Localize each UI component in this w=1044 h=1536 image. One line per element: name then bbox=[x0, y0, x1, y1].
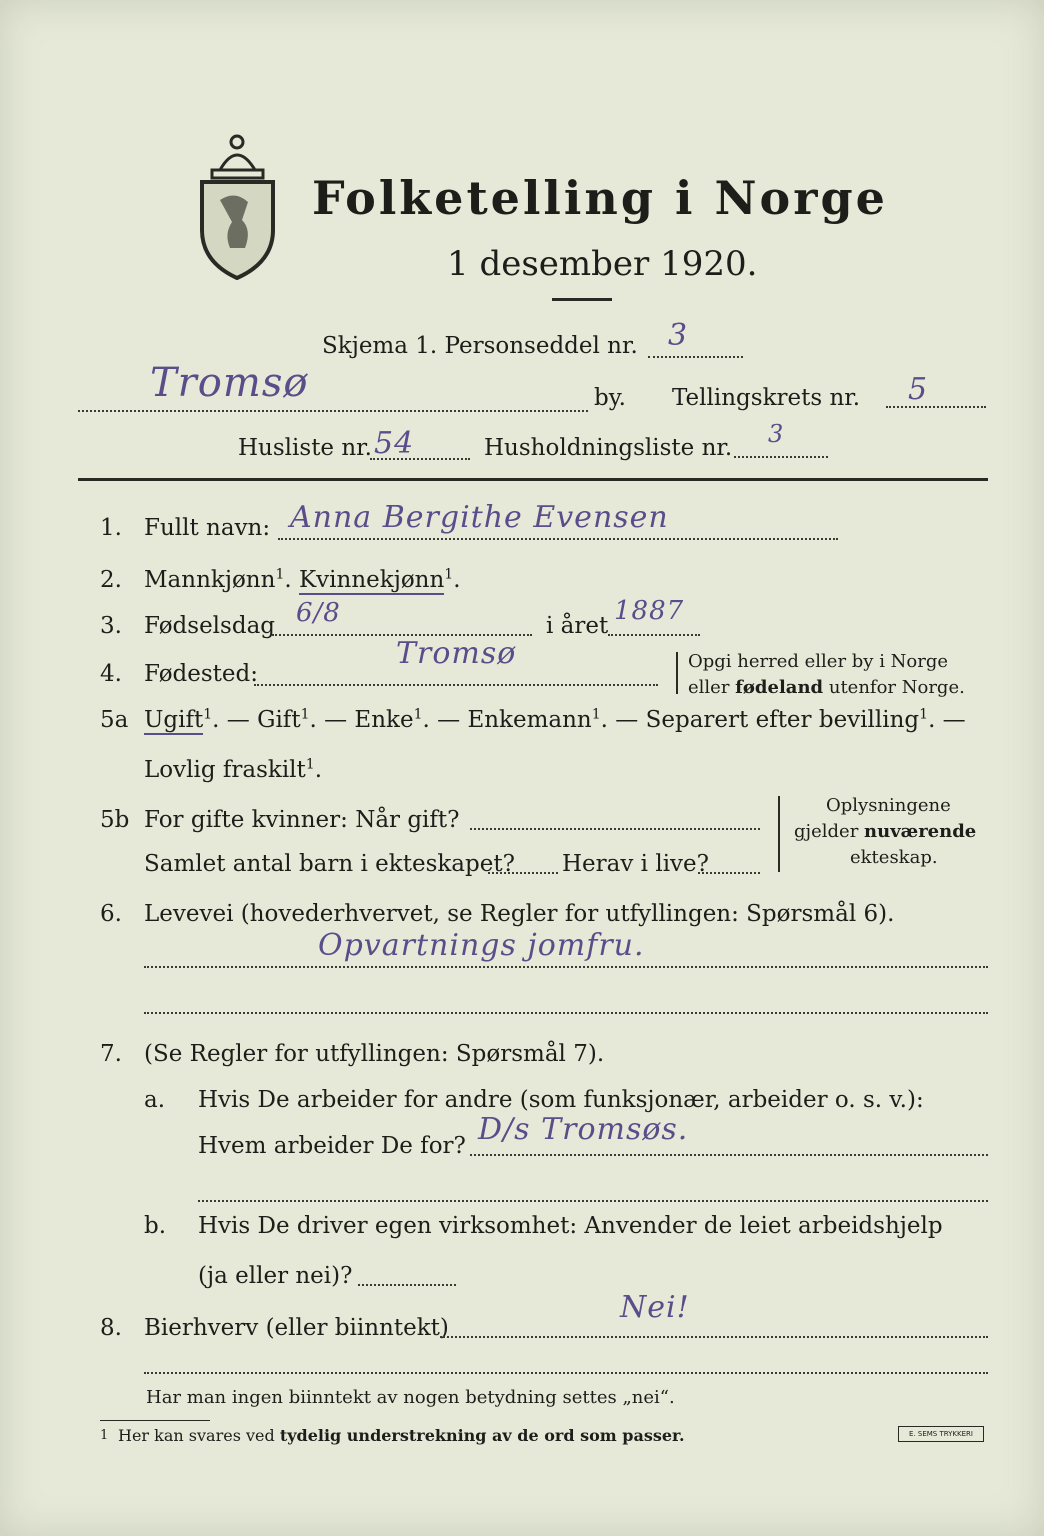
q7a-question: Hvem arbeider De for? bbox=[198, 1133, 466, 1159]
q4-label: Fødested: bbox=[144, 661, 259, 687]
printer-stamp: E. SEMS TRYKKERI bbox=[898, 1426, 984, 1442]
tellingskrets-label: Tellingskrets nr. bbox=[672, 385, 861, 411]
coat-of-arms-icon bbox=[190, 130, 285, 280]
q5b-line-3 bbox=[698, 872, 760, 874]
q8-label: Bierhverv (eller biinntekt) bbox=[144, 1315, 449, 1341]
by-label: by. bbox=[594, 385, 626, 411]
q7a-value: D/s Tromsøs. bbox=[478, 1112, 689, 1147]
husholdning-line bbox=[734, 456, 828, 458]
q3-number: 3. bbox=[100, 613, 122, 639]
q2-options: Mannkjønn$^1$. Kvinnekjønn$^1$. bbox=[144, 566, 461, 593]
tellingskrets-value: 5 bbox=[908, 372, 929, 407]
q7a-label: Hvis De arbeider for andre (som funksjonær, arbeider o. s. v.): bbox=[198, 1087, 924, 1113]
q1-line bbox=[278, 538, 838, 540]
q5b-line-2 bbox=[488, 872, 558, 874]
q3-year-label: i året bbox=[546, 613, 609, 639]
q7b-question: (ja eller nei)? bbox=[198, 1263, 353, 1289]
q6-line-1 bbox=[144, 966, 988, 968]
q5b-label-3: Herav i live? bbox=[562, 851, 709, 877]
q7a-line-2 bbox=[198, 1200, 988, 1202]
husliste-label: Husliste nr. bbox=[238, 435, 372, 461]
census-date: 1 desember 1920. bbox=[447, 244, 758, 284]
q2-female: Kvinnekjønn bbox=[298, 567, 445, 593]
q4-bracket bbox=[676, 652, 678, 694]
q8-value: Nei! bbox=[620, 1290, 690, 1325]
q5a-options: Ugift$^1$. — Gift$^1$. — Enke$^1$. — Enkemann$^1$. — Separert efter bevilling$^1$. — bbox=[144, 706, 966, 733]
q6-value: Opvartnings jomfru. bbox=[318, 928, 645, 963]
q6-label: Levevei (hovederhvervet, se Regler for utfyllingen: Spørsmål 6). bbox=[144, 901, 895, 927]
title-divider bbox=[552, 298, 612, 301]
q7-label: (Se Regler for utfyllingen: Spørsmål 7). bbox=[144, 1041, 605, 1067]
q3-label: Fødselsdag bbox=[144, 613, 276, 639]
q4-note-1: Opgi herred eller by i Norge bbox=[688, 651, 949, 672]
city-line bbox=[78, 410, 588, 412]
q5a-ugift: Ugift bbox=[144, 707, 204, 733]
husholdning-label: Husholdningsliste nr. bbox=[484, 435, 733, 461]
q2-male: Mannkjønn bbox=[144, 567, 276, 593]
q5b-bracket bbox=[778, 796, 780, 872]
q4-number: 4. bbox=[100, 661, 122, 687]
q5b-note-1: Oplysningene bbox=[826, 795, 951, 816]
q5b-note-3: ekteskap. bbox=[850, 847, 938, 868]
header-rule bbox=[78, 478, 988, 481]
q5b-note-2: gjelder nuværende bbox=[794, 821, 977, 842]
q5a-options-2: Lovlig fraskilt$^1$. bbox=[144, 756, 323, 783]
q8-line-2 bbox=[144, 1372, 988, 1374]
q1-number: 1. bbox=[100, 515, 122, 541]
footer-note: Har man ingen biinntekt av nogen betydning settes „nei“. bbox=[146, 1387, 675, 1408]
q6-line-2 bbox=[144, 1012, 988, 1014]
q3-day-value: 6/8 bbox=[296, 598, 341, 628]
q8-number: 8. bbox=[100, 1315, 122, 1341]
q5b-number: 5b bbox=[100, 807, 130, 833]
footnote-rule bbox=[100, 1420, 210, 1421]
q4-value: Tromsø bbox=[396, 636, 517, 671]
schema-nr-line bbox=[648, 356, 743, 358]
q5a-number: 5a bbox=[100, 707, 129, 733]
q3-year-line bbox=[608, 634, 700, 636]
q7b-letter: b. bbox=[144, 1213, 167, 1239]
q4-note-2: eller fødeland utenfor Norge. bbox=[688, 677, 965, 698]
q6-number: 6. bbox=[100, 901, 122, 927]
q7b-label: Hvis De driver egen virksomhet: Anvender de leiet arbeidshjelp bbox=[198, 1213, 943, 1239]
form-title: Folketelling i Norge bbox=[312, 171, 888, 225]
q3-year-value: 1887 bbox=[614, 596, 685, 626]
q1-value: Anna Bergithe Evensen bbox=[290, 500, 669, 535]
husholdning-value: 3 bbox=[768, 420, 785, 448]
schema-nr-value: 3 bbox=[668, 318, 689, 353]
footnote-text: Her kan svares ved tydelig understrekning av de ord som passer. bbox=[118, 1426, 685, 1445]
q5b-label-1: For gifte kvinner: Når gift? bbox=[144, 807, 460, 833]
tellingskrets-line bbox=[886, 406, 986, 408]
q4-line bbox=[254, 684, 658, 686]
q7a-line-1 bbox=[470, 1154, 988, 1156]
schema-label: Skjema 1. Personseddel nr. bbox=[322, 333, 638, 359]
q8-line-1 bbox=[440, 1336, 988, 1338]
q7-number: 7. bbox=[100, 1041, 122, 1067]
q5b-line-1 bbox=[470, 828, 760, 830]
footnote-number: 1 bbox=[100, 1428, 109, 1443]
city-value: Tromsø bbox=[150, 360, 309, 406]
q2-number: 2. bbox=[100, 567, 122, 593]
q7b-line bbox=[358, 1284, 456, 1286]
husliste-value: 54 bbox=[374, 426, 415, 461]
q5b-label-2: Samlet antal barn i ekteskapet? bbox=[144, 851, 515, 877]
q1-label: Fullt navn: bbox=[144, 515, 271, 541]
q7a-letter: a. bbox=[144, 1087, 166, 1113]
